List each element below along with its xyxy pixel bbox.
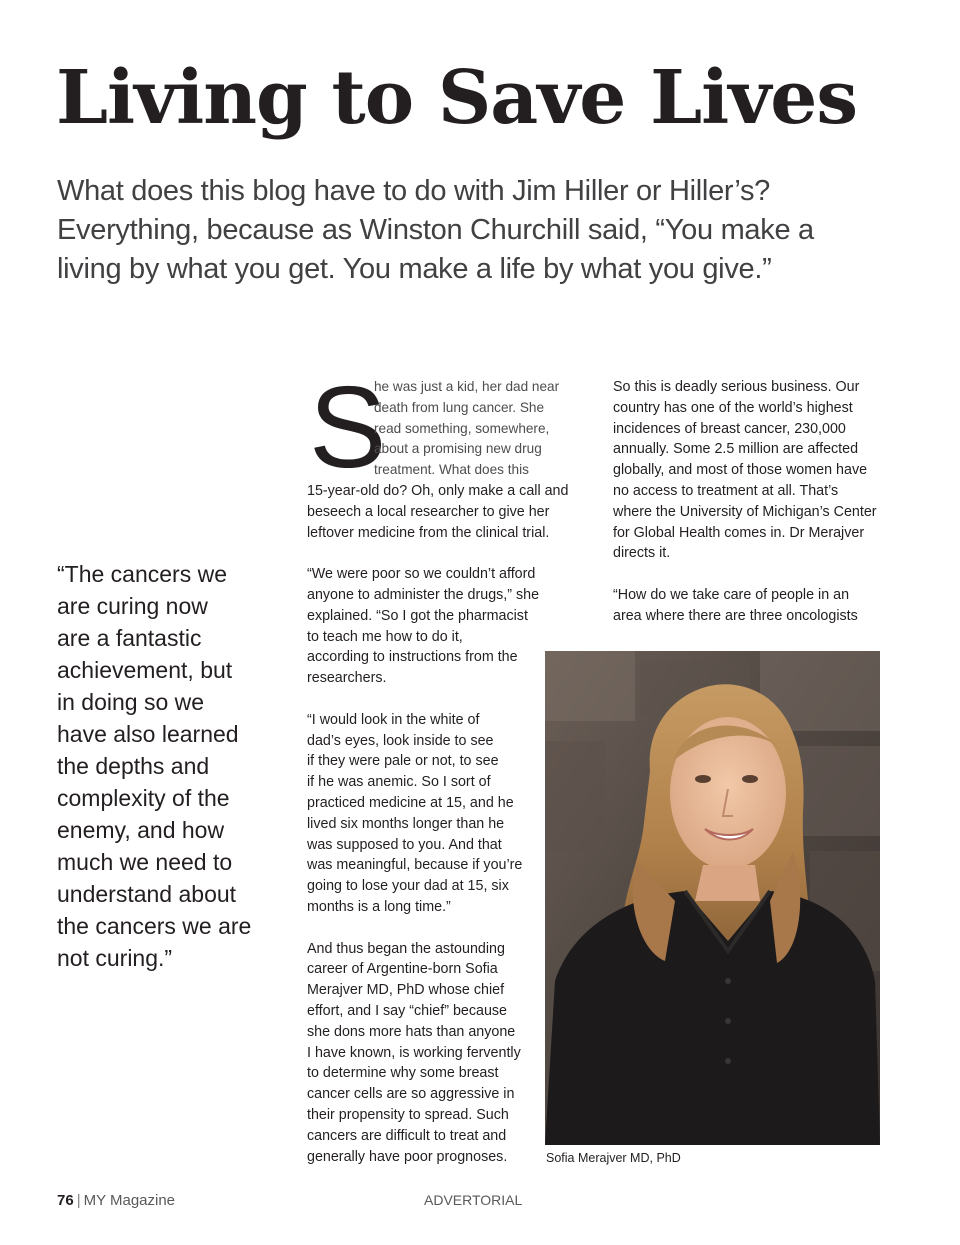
text-line: researchers. xyxy=(307,670,387,687)
pull-quote-line: “The cancers we xyxy=(57,561,228,587)
text-line: dad’s eyes, look inside to see xyxy=(307,732,494,749)
portrait-illustration xyxy=(545,651,880,1145)
text-line: annually. Some 2.5 million are affected xyxy=(613,441,859,458)
pull-quote-line: are curing now xyxy=(57,593,208,619)
article-column-right xyxy=(613,377,888,627)
pull-quote-line: the cancers we are xyxy=(57,913,252,939)
text-line: “We were poor so we couldn’t afford xyxy=(307,566,536,583)
text-line: “How do we take care of people in an xyxy=(613,586,850,603)
text-line: “I would look in the white of xyxy=(307,711,480,728)
section-label: ADVERTORIAL xyxy=(424,1192,523,1208)
drop-cap-text xyxy=(374,377,559,481)
text-line: area where there are three oncologists xyxy=(613,607,858,624)
drop-cap-letter: S xyxy=(309,362,387,492)
text-line: death from lung cancer. She xyxy=(374,399,545,415)
text-line: lived six months longer than he xyxy=(307,815,505,832)
text-line: if they were pale or not, to see xyxy=(307,753,499,770)
text-line: months is a long time.” xyxy=(307,898,451,915)
pull-quote-line: have also learned xyxy=(57,721,239,747)
text-line: incidences of breast cancer, 230,000 xyxy=(613,420,846,437)
page-footer xyxy=(57,1192,175,1209)
portrait-photo xyxy=(545,651,880,1145)
text-line: beseech a local researcher to give her xyxy=(307,503,550,520)
article-subtitle xyxy=(57,172,837,289)
subtitle-line: What does this blog have to do with Jim Hiller or Hiller’s? xyxy=(57,175,770,207)
text-line: country has one of the world’s highest xyxy=(613,399,853,416)
subtitle-line: Everything, because as Winston Churchill said, “You make a xyxy=(57,214,814,246)
text-line: about a promising new drug xyxy=(374,441,542,457)
text-line: leftover medicine from the clinical trial. xyxy=(307,524,550,541)
text-line: career of Argentine-born Sofia xyxy=(307,961,498,978)
pull-quote-line: much we need to xyxy=(57,849,233,875)
pull-quote-line: in doing so we xyxy=(57,689,205,715)
text-line: directs it. xyxy=(613,545,671,562)
text-line: effort, and I say “chief” because xyxy=(307,1002,508,1019)
text-line: And thus began the astounding xyxy=(307,940,505,957)
text-line: globally, and most of those women have xyxy=(613,462,868,479)
text-line: read something, somewhere, xyxy=(374,420,550,436)
text-line: treatment. What does this xyxy=(374,462,529,478)
pull-quote-line: the depths and xyxy=(57,753,210,779)
text-line: according to instructions from the xyxy=(307,649,518,666)
pull-quote-line: achievement, but xyxy=(57,657,233,683)
page-number: 76 xyxy=(57,1192,74,1209)
text-line: if he was anemic. So I sort of xyxy=(307,774,491,791)
text-line: was meaningful, because if you’re xyxy=(307,857,523,874)
text-line: generally have poor prognoses. xyxy=(307,1148,508,1165)
text-line: to determine why some breast xyxy=(307,1065,499,1082)
text-line: he was just a kid, her dad near xyxy=(374,379,560,394)
text-line: going to lose your dad at 15, six xyxy=(307,878,509,895)
subtitle-line: living by what you get. You make a life by what you give.” xyxy=(57,253,772,285)
text-line: Merajver MD, PhD whose chief xyxy=(307,982,505,999)
magazine-name: MY Magazine xyxy=(83,1192,176,1209)
text-line: cancers are difficult to treat and xyxy=(307,1127,507,1144)
text-line: for Global Health comes in. Dr Merajver xyxy=(613,524,865,541)
article-column-middle xyxy=(307,362,569,1167)
article-title: Living to Save Lives xyxy=(56,55,857,141)
pull-quote-line: are a fantastic xyxy=(57,625,202,651)
text-line: where the University of Michigan’s Center xyxy=(613,503,877,520)
text-line: practiced medicine at 15, and he xyxy=(307,794,514,811)
text-line: explained. “So I got the pharmacist xyxy=(307,607,528,624)
text-line: was supposed to you. And that xyxy=(307,836,502,853)
text-line: 15-year-old do? Oh, only make a call and xyxy=(307,483,569,499)
photo-caption: Sofia Merajver MD, PhD xyxy=(546,1151,681,1165)
pull-quote xyxy=(57,558,277,974)
pull-quote-line: understand about xyxy=(57,881,237,907)
text-line: their propensity to spread. Such xyxy=(307,1106,509,1123)
pull-quote-line: enemy, and how xyxy=(57,817,225,843)
text-line: no access to treatment at all. That’s xyxy=(613,482,839,499)
text-line: I have known, is working fervently xyxy=(307,1044,521,1061)
text-line: cancer cells are so aggressive in xyxy=(307,1086,515,1103)
text-line: anyone to administer the drugs,” she xyxy=(307,586,540,603)
text-line: to teach me how to do it, xyxy=(307,628,463,645)
footer-separator: | xyxy=(76,1192,81,1209)
pull-quote-line: complexity of the xyxy=(57,785,230,811)
text-line: So this is deadly serious business. Our xyxy=(613,379,860,395)
pull-quote-line: not curing.” xyxy=(57,945,173,971)
text-line: she dons more hats than anyone xyxy=(307,1023,516,1040)
